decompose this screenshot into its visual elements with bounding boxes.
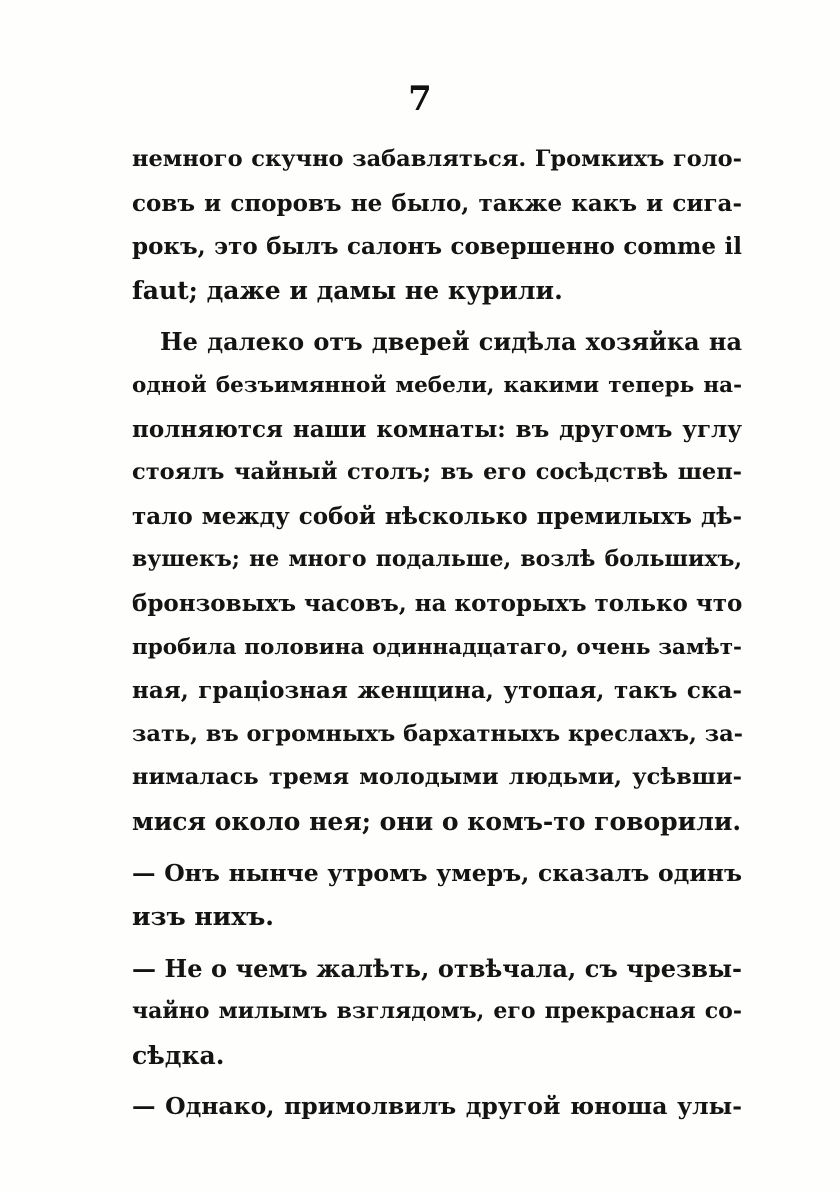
paragraph-gap (132, 1077, 742, 1085)
paragraph-gap (132, 312, 742, 320)
text-line: изъ нихъ. (132, 902, 275, 932)
text-line: одной безъимянной мебели, какими теперь на- (132, 372, 742, 398)
text-line: рокъ, это былъ салонъ совершенно comme il (132, 233, 742, 261)
text-line: зать, въ огромныхъ бархатныхъ креслахъ, за- (132, 720, 743, 747)
text-line: нималась тремя молодыми людьми, усѣвши- (132, 764, 742, 791)
text-line: чайно милымъ взглядомъ, его прекрасная со- (132, 998, 742, 1025)
paragraph-gap (132, 939, 742, 947)
text-line: пробила половина одиннадцатаго, очень замѣт- (132, 634, 742, 660)
text-line: — Не о чемъ жалѣть, отвѣчала, съ чрезвы- (132, 953, 742, 983)
text-line: — Однако, примолвилъ другой юноша улы- (132, 1092, 742, 1121)
text-line: вушекъ; не много подальше, возлѣ большихъ, (132, 546, 742, 573)
text-line: бронзовыхъ часовъ, на которыхъ только что (132, 589, 743, 617)
text-line: тало между собой нѣсколько премилыхъ дѣ- (132, 502, 742, 530)
paragraph-gap (132, 844, 742, 852)
text-line: faut; даже и дамы не курили. (132, 275, 563, 305)
text-line: сѣдка. (132, 1040, 225, 1070)
page-number: 7 (408, 79, 432, 119)
text-line: ная, граціозная женщина, утопая, такъ ска- (132, 677, 742, 705)
text-line: полняются наши комнаты: въ другомъ углу (132, 415, 742, 443)
body-text (132, 138, 742, 1129)
text-line: немного скучно забавляться. Громкихъ голо- (132, 146, 742, 172)
text-line: совъ и споровъ не было, также какъ и сига- (132, 189, 742, 217)
text-line: — Онъ нынче утромъ умеръ, сказалъ одинъ (132, 858, 742, 887)
text-line: стоялъ чайный столъ; въ его сосѣдствѣ шеп- (132, 459, 742, 486)
text-line: мися около нея; они о комъ-то говорили. (132, 806, 742, 836)
text-line: Не далеко отъ дверей сидѣла хозяйка на (160, 327, 742, 357)
